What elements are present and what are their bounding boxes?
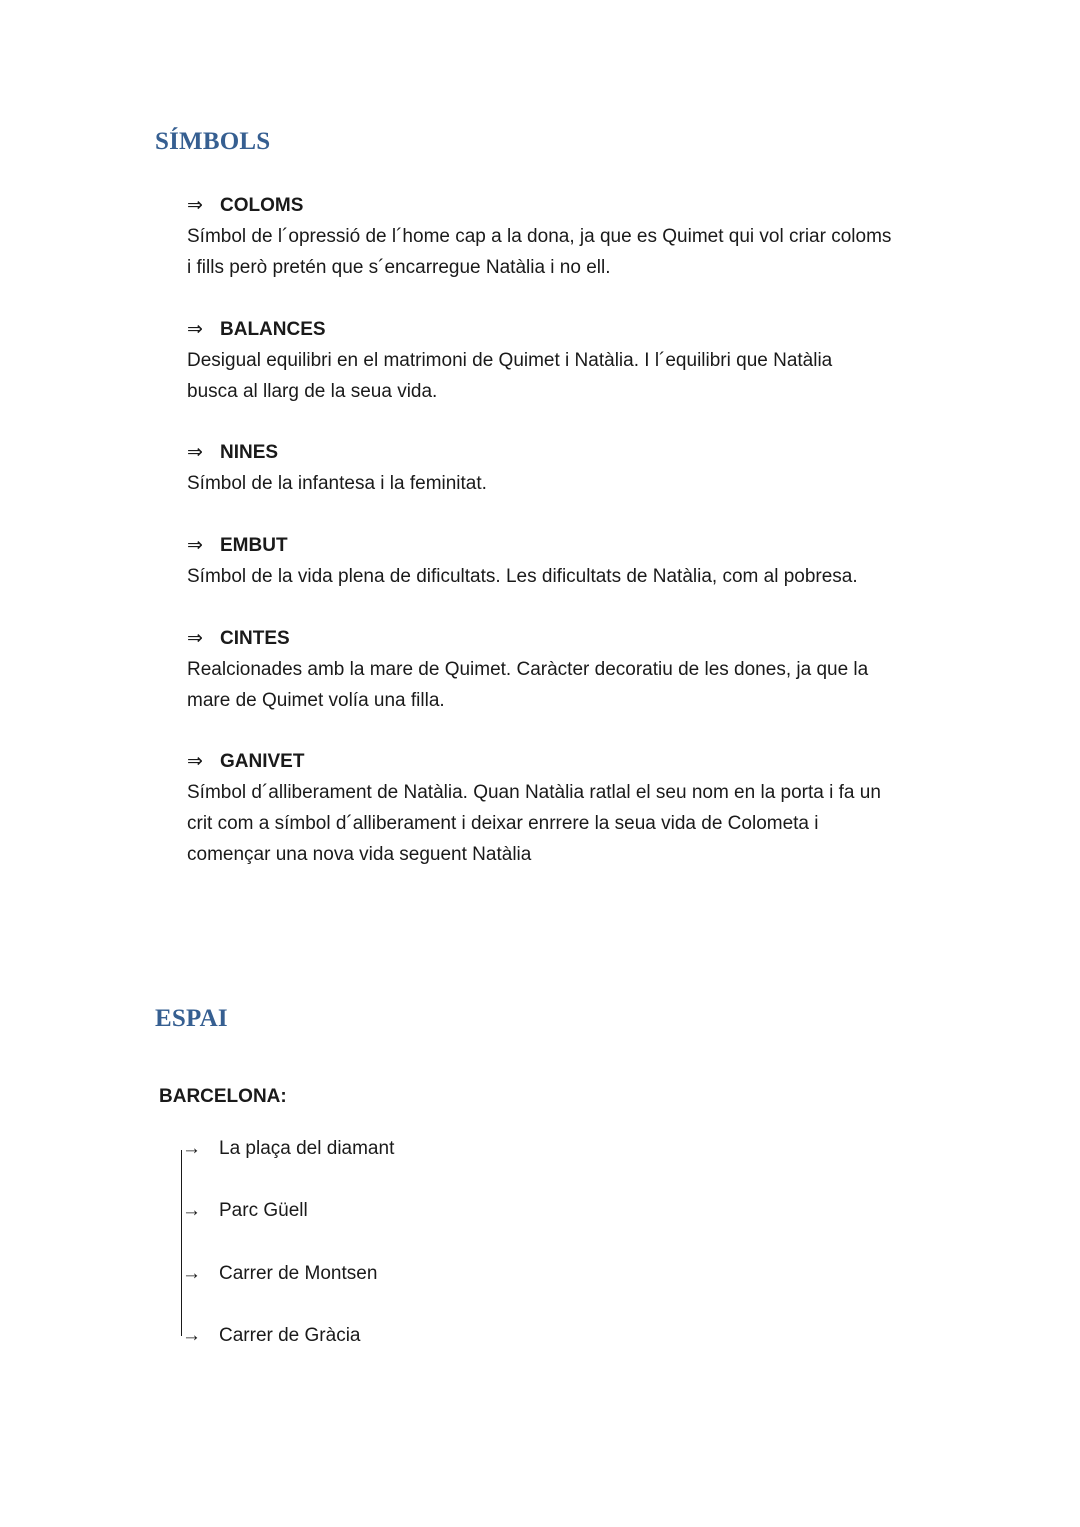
symbol-title: EMBUT (220, 535, 288, 556)
symbol-title-row (187, 747, 947, 777)
symbol-entry-cintes (187, 624, 947, 716)
symbol-title: CINTES (220, 628, 290, 649)
symbol-entry-balances (187, 315, 947, 407)
symbol-title: NINES (220, 442, 279, 463)
symbol-description-line: i fills però pretén que s´encarregue Natàlia i no ell. (187, 257, 611, 278)
double-arrow-icon: ⇒ (187, 535, 203, 556)
double-arrow-icon: ⇒ (187, 751, 203, 772)
double-arrow-icon: ⇒ (187, 195, 203, 216)
double-arrow-icon: ⇒ (187, 628, 203, 649)
place-item (182, 1136, 394, 1162)
symbol-title-row (187, 191, 947, 221)
city-label: BARCELONA: (159, 1086, 287, 1107)
symbol-title-row (187, 624, 947, 654)
double-arrow-icon: ⇒ (187, 319, 203, 340)
symbol-description-line: crit com a símbol d´alliberament i deixar enrrere la seua vida de Colometa i (187, 813, 819, 834)
symbol-title-row (187, 438, 947, 468)
symbol-entry-embut (187, 531, 947, 592)
symbol-description-line: començar una nova vida seguent Natàlia (187, 844, 532, 865)
symbol-entry-ganivet (187, 747, 947, 870)
symbol-title: GANIVET (220, 751, 305, 772)
symbol-description-line: Realcionades amb la mare de Quimet. Caràcter decoratiu de les dones, ja que la (187, 659, 869, 680)
simbols-heading: SÍMBOLS (155, 128, 271, 155)
right-arrow-icon: → (182, 1263, 201, 1284)
place-item (182, 1198, 308, 1224)
symbol-title-row (187, 531, 947, 561)
symbol-description-line: Símbol de la vida plena de dificultats. Les dificultats de Natàlia, com al pobresa. (187, 566, 858, 587)
symbol-description-line: Desigual equilibri en el matrimoni de Quimet i Natàlia. I l´equilibri que Natàlia (187, 350, 833, 371)
right-arrow-icon: → (182, 1200, 201, 1221)
double-arrow-icon: ⇒ (187, 442, 203, 463)
symbol-description-line: mare de Quimet volía una filla. (187, 690, 445, 711)
place-label: Carrer de Montsen (219, 1263, 378, 1284)
symbol-entry-coloms (187, 191, 947, 283)
place-item (182, 1261, 377, 1287)
place-label: La plaça del diamant (219, 1138, 395, 1159)
right-arrow-icon: → (182, 1325, 201, 1346)
place-label: Carrer de Gràcia (219, 1325, 361, 1346)
symbol-title: BALANCES (220, 319, 326, 340)
list-bracket-line (181, 1150, 182, 1336)
symbol-title-row (187, 315, 947, 345)
right-arrow-icon: → (182, 1138, 201, 1159)
symbol-description-line: Símbol de l´opressió de l´home cap a la dona, ja que es Quimet qui vol criar coloms (187, 226, 892, 247)
place-label: Parc Güell (219, 1200, 308, 1221)
symbol-entry-nines (187, 438, 947, 499)
symbol-description-line: Símbol d´alliberament de Natàlia. Quan Natàlia ratlal el seu nom en la porta i fa un (187, 782, 881, 803)
place-item (182, 1323, 361, 1349)
symbol-description-line: Símbol de la infantesa i la feminitat. (187, 473, 487, 494)
symbol-title: COLOMS (220, 195, 304, 216)
symbol-description-line: busca al llarg de la seua vida. (187, 381, 438, 402)
espai-heading: ESPAI (155, 1005, 228, 1032)
